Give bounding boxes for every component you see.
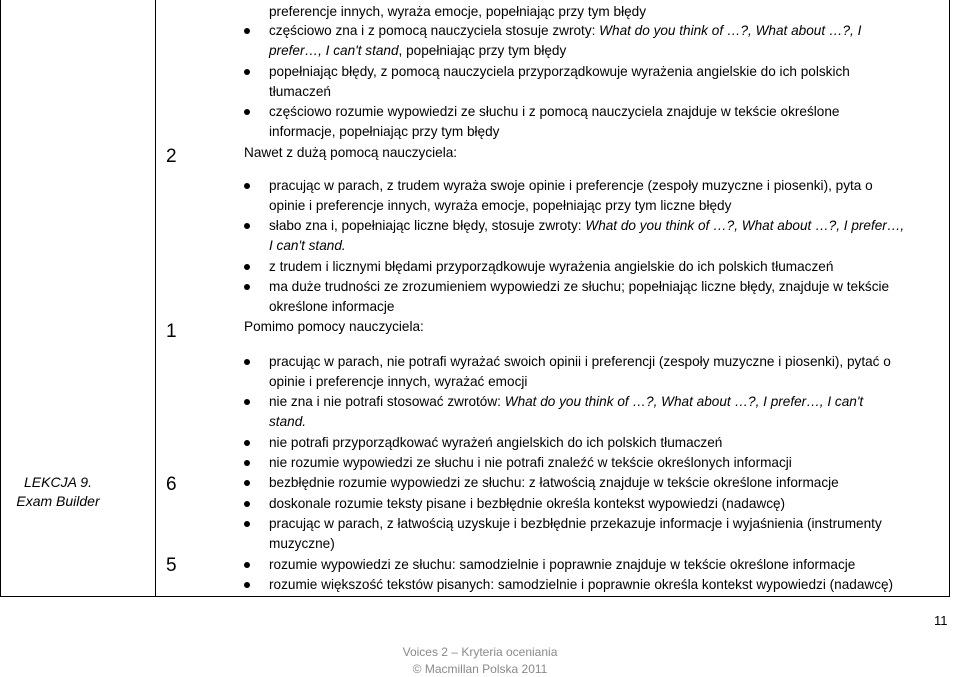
continuation-line: preferencje innych, wyraża emocje, popełniając przy tym błędy <box>269 4 647 19</box>
bullet-icon <box>244 501 250 507</box>
grade-2-number: 2 <box>166 146 177 167</box>
bullet-icon <box>244 69 250 75</box>
bullet-icon <box>244 562 250 568</box>
list-item: nie rozumie wypowiedzi ze słuchu i nie potrafi znaleźć w tekście określonych informacji <box>269 455 792 470</box>
bullet-icon <box>244 521 250 527</box>
list-item: rozumie większość tekstów pisanych: samodzielnie i poprawnie określa kontekst wypowiedzi (nadawcę) <box>269 577 894 592</box>
bullet-icon <box>244 359 250 365</box>
item-phrases: What do you think of …?, What about …?, I prefer…, I can't <box>504 394 864 409</box>
item-phrases: prefer…, I can't stand <box>269 43 399 58</box>
page-number: 11 <box>934 613 948 628</box>
item-text: słabo zna i, popełniając liczne błędy, stosuje zwroty: <box>269 218 586 233</box>
list-item-cont: tłumaczeń <box>269 84 331 99</box>
list-item-cont: opinie i preferencje innych, wyraża emocje, popełniając przy tym liczne błędy <box>269 198 732 213</box>
list-item <box>269 392 863 412</box>
list-item <box>269 216 904 236</box>
list-item: częściowo rozumie wypowiedzi ze słuchu i z pomocą nauczyciela znajduje w tekście określone <box>269 104 840 119</box>
bullet-icon <box>244 264 250 270</box>
bullet-icon <box>244 480 250 486</box>
item-text: nie zna i nie potrafi stosować zwrotów: <box>269 394 505 409</box>
footer-title: Voices 2 – Kryteria oceniania <box>402 645 558 659</box>
column-divider <box>155 0 156 597</box>
list-item: nie potrafi przyporządkować wyrażeń angielskich do ich polskich tłumaczeń <box>269 435 723 450</box>
list-item: pracując w parach, nie potrafi wyrażać swoich opinii i preferencji (zespoły muzyczne i piosenki), pytać o <box>269 354 891 369</box>
list-item-cont: muzyczne) <box>269 536 335 551</box>
list-item: pracując w parach, z trudem wyraża swoje opinie i preferencje (zespoły muzyczne i piosenki), pyta o <box>269 178 873 193</box>
lesson-label-line1: LEKCJA 9. <box>24 474 92 490</box>
footer-copyright: © Macmillan Polska 2011 <box>412 662 548 676</box>
list-item-cont: stand. <box>269 414 307 429</box>
item-text: , popełniając przy tym błędy <box>398 43 567 58</box>
item-text: częściowo zna i z pomocą nauczyciela stosuje zwroty: <box>269 23 600 38</box>
list-item-cont <box>269 41 566 61</box>
list-item <box>269 21 861 41</box>
list-item: bezbłędnie rozumie wypowiedzi ze słuchu: z łatwością znajduje w tekście określone informacje <box>269 475 839 490</box>
bullet-icon <box>244 460 250 466</box>
grade-1-number: 1 <box>166 321 177 342</box>
item-phrases: What do you think of …?, What about …?, I prefer…, <box>585 218 905 233</box>
list-item-cont: I can't stand. <box>269 238 346 253</box>
list-item-cont: określone informacje <box>269 299 395 314</box>
grade-2-heading: Nawet z dużą pomocą nauczyciela: <box>244 145 458 160</box>
lesson-label <box>8 473 108 511</box>
grade-1-heading: Pomimo pomocy nauczyciela: <box>244 319 424 334</box>
bullet-icon <box>244 183 250 189</box>
list-item: doskonale rozumie teksty pisane i bezbłędnie określa kontekst wypowiedzi (nadawcę) <box>269 496 786 511</box>
bullet-icon <box>244 399 250 405</box>
list-item: pracując w parach, z łatwością uzyskuje i bezbłędnie przekazuje informacje i wyjaśnienia (instrumenty <box>269 516 882 531</box>
grade-5-number: 5 <box>166 555 177 576</box>
list-item-cont: opinie i preferencje innych, wyrażać emocji <box>269 374 528 389</box>
bullet-icon <box>244 223 250 229</box>
list-item-cont: informacje, popełniając przy tym błędy <box>269 124 500 139</box>
grade-6-number: 6 <box>166 474 177 495</box>
bullet-icon <box>244 28 250 34</box>
lesson-label-line2: Exam Builder <box>16 493 100 509</box>
list-item: popełniając błędy, z pomocą nauczyciela przyporządkowuje wyrażenia angielskie do ich polskich <box>269 64 850 79</box>
bullet-icon <box>244 109 250 115</box>
bullet-icon <box>244 284 250 290</box>
bullet-icon <box>244 582 250 588</box>
bullet-icon <box>244 440 250 446</box>
list-item: rozumie wypowiedzi ze słuchu: samodzielnie i poprawnie znajduje w tekście określone informacje <box>269 557 856 572</box>
item-phrases: What do you think of …?, What about …?, I <box>599 23 862 38</box>
list-item: z trudem i licznymi błędami przyporządkowuje wyrażenia angielskie do ich polskich tłumaczeń <box>269 259 834 274</box>
list-item: ma duże trudności ze zrozumieniem wypowiedzi ze słuchu; popełniając liczne błędy, znajduje w tekście <box>269 279 890 294</box>
